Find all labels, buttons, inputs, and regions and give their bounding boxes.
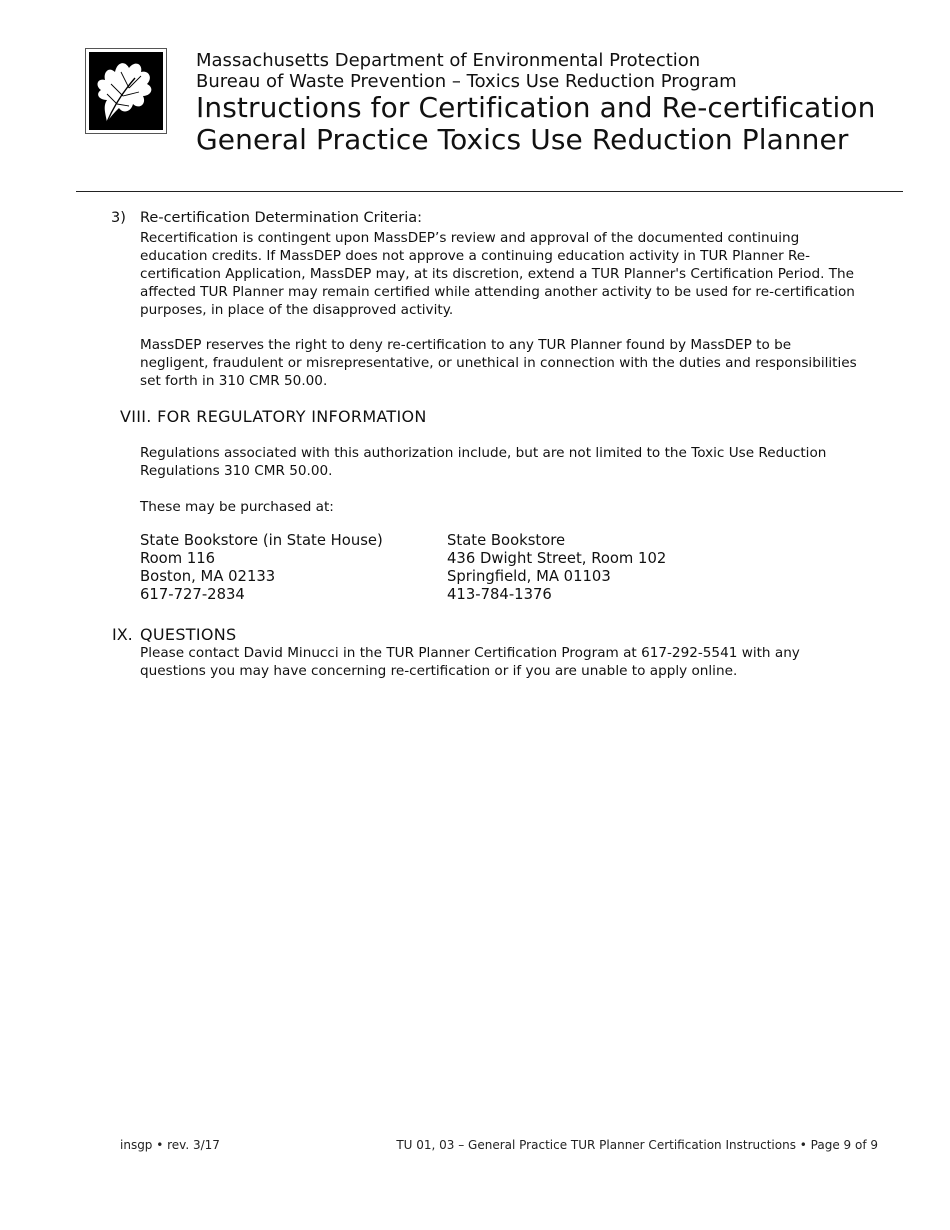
- section3-heading: Re-certification Determination Criteria:: [140, 210, 423, 226]
- address-city: Boston, MA 02133: [140, 568, 276, 585]
- section9-number: IX.: [112, 625, 133, 644]
- questions-paragraph: Please contact David Minucci in the TUR Planner Certification Program at 617-292-5541 with any questions you may have concerning re-certification or if you are unable to apply online.: [140, 645, 800, 679]
- bookstore-address-boston: [140, 532, 383, 604]
- denial-paragraph: MassDEP reserves the right to deny re-certification to any TUR Planner found by MassDEP to be negligent, fraudulent or misrepresentative, or unethical in connection with the duties and responsibilities set forth in 310 CMR 50.00.: [140, 337, 857, 389]
- section3-number: 3): [111, 210, 126, 226]
- header-bureau: Bureau of Waste Prevention – Toxics Use Reduction Program: [196, 71, 737, 92]
- header-divider: [76, 191, 903, 192]
- address-line: 436 Dwight Street, Room 102: [447, 550, 667, 567]
- footer-page-info: TU 01, 03 – General Practice TUR Planner Certification Instructions • Page 9 of 9: [396, 1138, 878, 1152]
- recertification-paragraph: Recertification is contingent upon MassDEP’s review and approval of the documented continuing education credits. If MassDEP does not approve a continuing education activity in TUR Planner Re-certification Application, MassDEP may, at its discretion, extend a TUR Planner's Certification Period. The affected TUR Planner may remain certified while attending another activity to be used for re-certification purposes, in place of the disapproved activity.: [140, 230, 855, 318]
- address-line: Room 116: [140, 550, 216, 567]
- address-phone: 617-727-2834: [140, 586, 245, 603]
- massdep-oak-leaf-logo: [85, 48, 167, 134]
- footer-revision: insgp • rev. 3/17: [120, 1138, 220, 1152]
- address-city: Springfield, MA 01103: [447, 568, 611, 585]
- section9-heading: QUESTIONS: [140, 625, 237, 644]
- document-subtitle: General Practice Toxics Use Reduction Planner: [196, 123, 849, 156]
- section8-heading: VIII. FOR REGULATORY INFORMATION: [120, 407, 427, 426]
- bookstore-address-springfield: [447, 532, 666, 604]
- address-phone: 413-784-1376: [447, 586, 552, 603]
- regulations-paragraph: Regulations associated with this authorization include, but are not limited to the Toxic Use Reduction Regulations 310 CMR 50.00.: [140, 445, 827, 479]
- address-name: State Bookstore: [447, 532, 566, 549]
- address-name: State Bookstore (in State House): [140, 532, 383, 549]
- oak-leaf-icon: [85, 48, 167, 134]
- header-organization: Massachusetts Department of Environmental Protection: [196, 50, 701, 71]
- document-title: Instructions for Certification and Re-certification: [196, 91, 876, 124]
- purchase-paragraph: These may be purchased at:: [140, 499, 334, 515]
